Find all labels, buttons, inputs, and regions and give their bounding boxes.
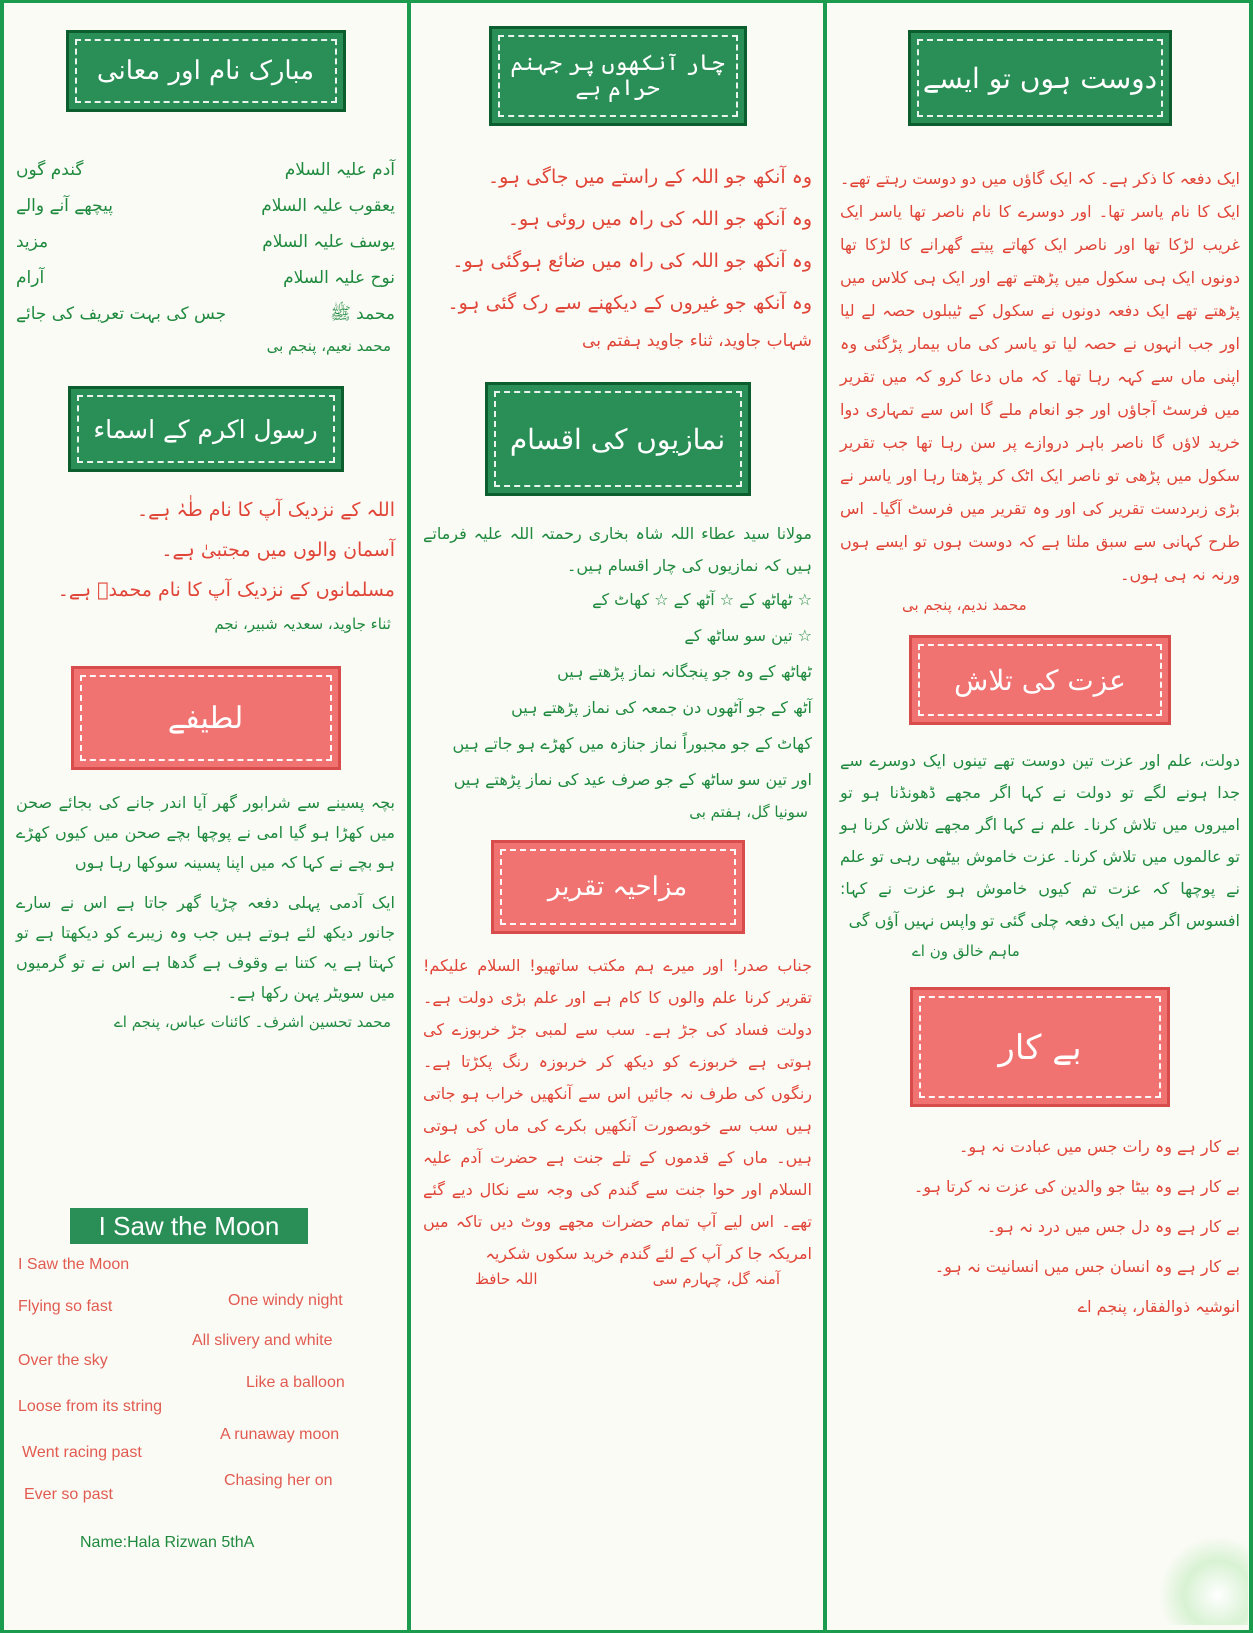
poem-line: Chasing her on [224,1472,333,1489]
name-row [8,152,403,188]
name-text: آدم علیہ السلام [284,160,395,180]
bekar-line: بے کار ہے وہ دل جس میں درد نہ ہو۔ [986,1217,1240,1236]
banner-namazi-title: نمازیوں کی اقسام [509,422,726,456]
bekar-list [832,1127,1248,1327]
name-text: یوسف علیہ السلام [262,232,395,252]
banner-friends-title: دوست ہوں تو ایسے [922,61,1158,95]
namazi-line: آٹھ کے جو آٹھوں دن جمعہ کی نماز پڑھتے ہیں [511,698,812,717]
speech-footer [415,1270,820,1288]
rasool-credit: ثناء جاوید، سعدیہ شبیر، نجم [214,615,391,633]
column-divider-2 [823,0,827,1633]
eyes-credit: شہاب جاوید، ثناء جاوید ہفتم بی [582,331,812,351]
banner-speech-title: مزاحیہ تقریر [547,872,688,902]
poem-title: I Saw the Moon [70,1208,308,1244]
eyes-line: وہ آنکھ جو اللہ کی راہ میں ضائع ہوگئی ہو۔ [452,250,812,272]
banner-izzat-title: عزت کی تلاش [954,663,1126,697]
banner-jokes-title: لطیفے [167,700,244,736]
eyes-line: وہ آنکھ جو اللہ کی راہ میں روئی ہو۔ [507,208,812,230]
friends-section [832,162,1248,619]
banner-rasool [68,386,344,472]
banner-names-title: مبارک نام اور معانی [96,56,315,86]
friends-text: ایک دفعہ کا ذکر ہے۔ کہ ایک گاؤں میں دو دوست رہتے تھے۔ ایک کا نام یاسر تھا۔ اور دوسرے کا نام ناصر تھا یاسر ایک غریب لڑکا تھا اور ناصر ایک کھاتے پیتے گھرانے کا لڑکا تھا دونوں ایک ہی سکول میں پڑھتے تھے اور ایک ہی کلاس میں پڑھتے تھے ایک دفعہ دونوں نے سکول کے ٹیبلوں حصہ لے لیا اور جب انہوں نے حصہ لیا تو یاسر کی ماں بیمار پڑگئی وہ اپنی ماں سے کہہ رہا تھا۔ کہ ماں دعا کرو کہ میں تقریر میں فرسٹ آجاؤں اور جو انعام ملے گا اس سے تمہاری دوا خرید لاؤں گا ناصر باہر دروازے پر سن رہا تھا جب تقریر سکول میں پڑھی تو ناصر ایک اٹک کر پڑھتا رہا اور یاسر نے بڑی زبردست تقریر کی اور وہ تقریر میں فرسٹ آگیا۔ اس طرح کہانی سے سبق ملتا ہے کہ دوست ہوں تو ایسے ہوں ورنہ نہ ہی ہوں۔ [840,169,1240,584]
speech-credit: آمنہ گل، چہارم سی [652,1270,780,1288]
poem-line: Loose from its string [18,1398,163,1415]
name-row [8,296,403,332]
name-text: یعقوب علیہ السلام [261,196,395,216]
name-row [8,224,403,260]
bekar-credit: انوشیہ ذوالفقار، پنجم اے [1077,1297,1240,1316]
speech-end: اللہ حافظ [475,1270,538,1288]
left-border [0,0,4,1633]
meaning-text: جس کی بہت تعریف کی جائے [16,304,227,324]
poem-line: A runaway moon [220,1426,340,1443]
namazi-section [415,518,820,826]
friends-credit: محمد ندیم، پنجم بی [902,596,1027,614]
speech-text: جناب صدر! اور میرے ہم مکتب ساتھیو! السلام علیکم! تقریر کرنا علم والوں کا کام ہے اور علم بڑی دولت ہے۔ دولت فساد کی جڑ ہے۔ سب سے لمبی جڑ خربوزے کی ہوتی ہے خربوزے کو دیکھ کر خربوزہ رنگ پکڑتا ہے۔ رنگوں کی طرف نہ جائیں اس سے آنکھیں خراب ہو جاتی ہیں سب سے خوبصورت آنکھیں بکرے کی ماں کی ہوتی ہیں۔ ماں کے قدموں کے تلے جنت ہے حضرت آدم علیہ السلام اور حوا جنت سے گندم کی وجہ سے نکال دیے گئے تھے۔ اس لیے آپ تمام حضرات مجھے ووٹ دیں تاکہ میں امریکہ جا کر آپ کے لئے گندم خرید سکوں شکریہ [423,956,812,1263]
banner-friends [908,30,1172,126]
meaning-text: پیچھے آنے والے [16,196,113,216]
poem-line: Ever so past [24,1486,113,1503]
speech-section [415,950,820,1288]
poem-line: Like a balloon [246,1374,345,1391]
name-text: محمد ﷺ [330,304,395,324]
banner-bekar [910,987,1170,1107]
names-credit: محمد نعیم، پنجم بی [266,337,391,355]
jokes-section [8,788,403,1036]
rasool-line: آسمان والوں میں مجتبیٰ ہے۔ [161,539,395,561]
corner-glare [1158,1535,1248,1625]
right-column [832,8,1248,1625]
banner-jokes [71,666,341,770]
poem-author: Name:Hala Rizwan 5thA [80,1534,255,1551]
izzat-text: دولت، علم اور عزت تین دوست تھے تینوں ایک دوسرے سے جدا ہونے لگے تو دولت نے کہا اگر مجھے ڈھونڈنا ہو تو امیروں میں تلاش کرنا۔ علم نے کہا اگر مجھے تلاش کرنا ہو تو عالموں میں تلاش کرنا۔ عزت خاموش بیٹھی رہی تو علم نے پوچھا کہ عزت تم کیوں خاموش ہو عزت نے کہا: افسوس اگر میں ایک دفعہ چلی گئی تو واپس نہیں آؤں گی [840,751,1240,930]
banner-bekar-title: بے کار [998,1027,1082,1068]
name-text: نوح علیہ السلام [283,268,395,288]
bekar-line: بے کار ہے وہ بیٹا جو والدین کی عزت نہ کرتا ہو۔ [913,1177,1240,1196]
namazi-line: ☆ تین سو ساٹھ کے [684,626,812,645]
joke-1: بچہ پسینے سے شرابور گھر آیا اندر جانے کی بجائے صحن میں کھڑا ہو گیا امی نے پوچھا بچے صحن میں کیوں کھڑے ہو بچے نے کہا کہ میں اپنا پسینہ سوکھا رہا ہوں [16,793,395,872]
eyes-line: وہ آنکھ جو اللہ کے راستے میں جاگی ہو۔ [487,166,812,188]
jokes-credit: محمد تحسین اشرف۔ کائنات عباس، پنجم اے [113,1013,391,1031]
poem-line: I Saw the Moon [18,1256,130,1273]
banner-speech [491,840,745,934]
top-border [0,0,1253,3]
bekar-line: بے کار ہے وہ رات جس میں عبادت نہ ہو۔ [958,1137,1240,1156]
names-list [8,152,403,360]
banner-names [66,30,346,112]
meaning-text: آرام [16,268,45,288]
izzat-section [832,745,1248,965]
namazi-line: اور تین سو ساٹھ کے جو صرف عید کی نماز پڑھتے ہیں [453,770,812,789]
namazi-line: ٹھاٹھ کے وہ جو پنجگانہ نماز پڑھتے ہیں [557,662,812,681]
meaning-text: مزید [16,232,49,252]
poem-line: Over the sky [18,1352,108,1369]
eyes-list [415,156,820,358]
namazi-credit: سونیا گل، ہفتم بی [689,803,808,821]
izzat-credit: ماہم خالق ون اے [912,942,1020,960]
column-divider-1 [407,0,411,1633]
namazi-line: کھاٹ کے جو مجبوراً نماز جنازہ میں کھڑے ہو جاتے ہیں [452,734,812,753]
meaning-text: گندم گوں [16,160,84,180]
namazi-intro: مولانا سید عطاء اللہ شاہ بخاری رحمتہ اللہ علیہ فرماتے ہیں کہ نمازیوں کی چار اقسام ہیں۔ [423,524,812,575]
poem-line: Went racing past [22,1444,142,1461]
middle-column [415,8,820,1625]
poem-line: Flying so fast [18,1298,113,1315]
banner-namazi [485,382,751,496]
banner-izzat [909,635,1171,725]
eyes-line: وہ آنکھ جو غیروں کے دیکھنے سے رک گئی ہو۔ [447,292,812,314]
banner-eyes-title: چار آنکھوں پر جہنم حرام ہے [510,51,725,101]
banner-rasool-title: رسول اکرم کے اسماء [93,414,318,444]
right-border [1249,0,1253,1633]
bekar-line: بے کار ہے وہ انسان جس میں انسانیت نہ ہو۔ [934,1257,1240,1276]
namazi-line: ☆ ٹھاٹھ کے ☆ آٹھ کے ☆ کھاٹ کے [592,590,812,609]
banner-eyes [489,26,747,126]
name-row [8,260,403,296]
rasool-list [8,490,403,638]
poem-line: All slivery and white [192,1332,333,1349]
name-row [8,188,403,224]
rasool-line: مسلمانوں کے نزدیک آپ کا نام محمدؐ ہے۔ [57,579,395,601]
joke-2: ایک آدمی پہلی دفعہ چڑیا گھر جاتا ہے اس نے سارے جانور دیکھ لئے ہوتے ہیں جب وہ زیبرے کو دیکھتا ہے تو کہتا ہے یہ کتنا بے وقوف ہے گدھا ہے اس نے تو گرمیوں میں سویٹر پہن رکھا ہے۔ [16,893,395,1002]
rasool-line: اللہ کے نزدیک آپ کا نام طٰہٰ ہے۔ [137,499,395,521]
poem-line: One windy night [228,1292,343,1309]
